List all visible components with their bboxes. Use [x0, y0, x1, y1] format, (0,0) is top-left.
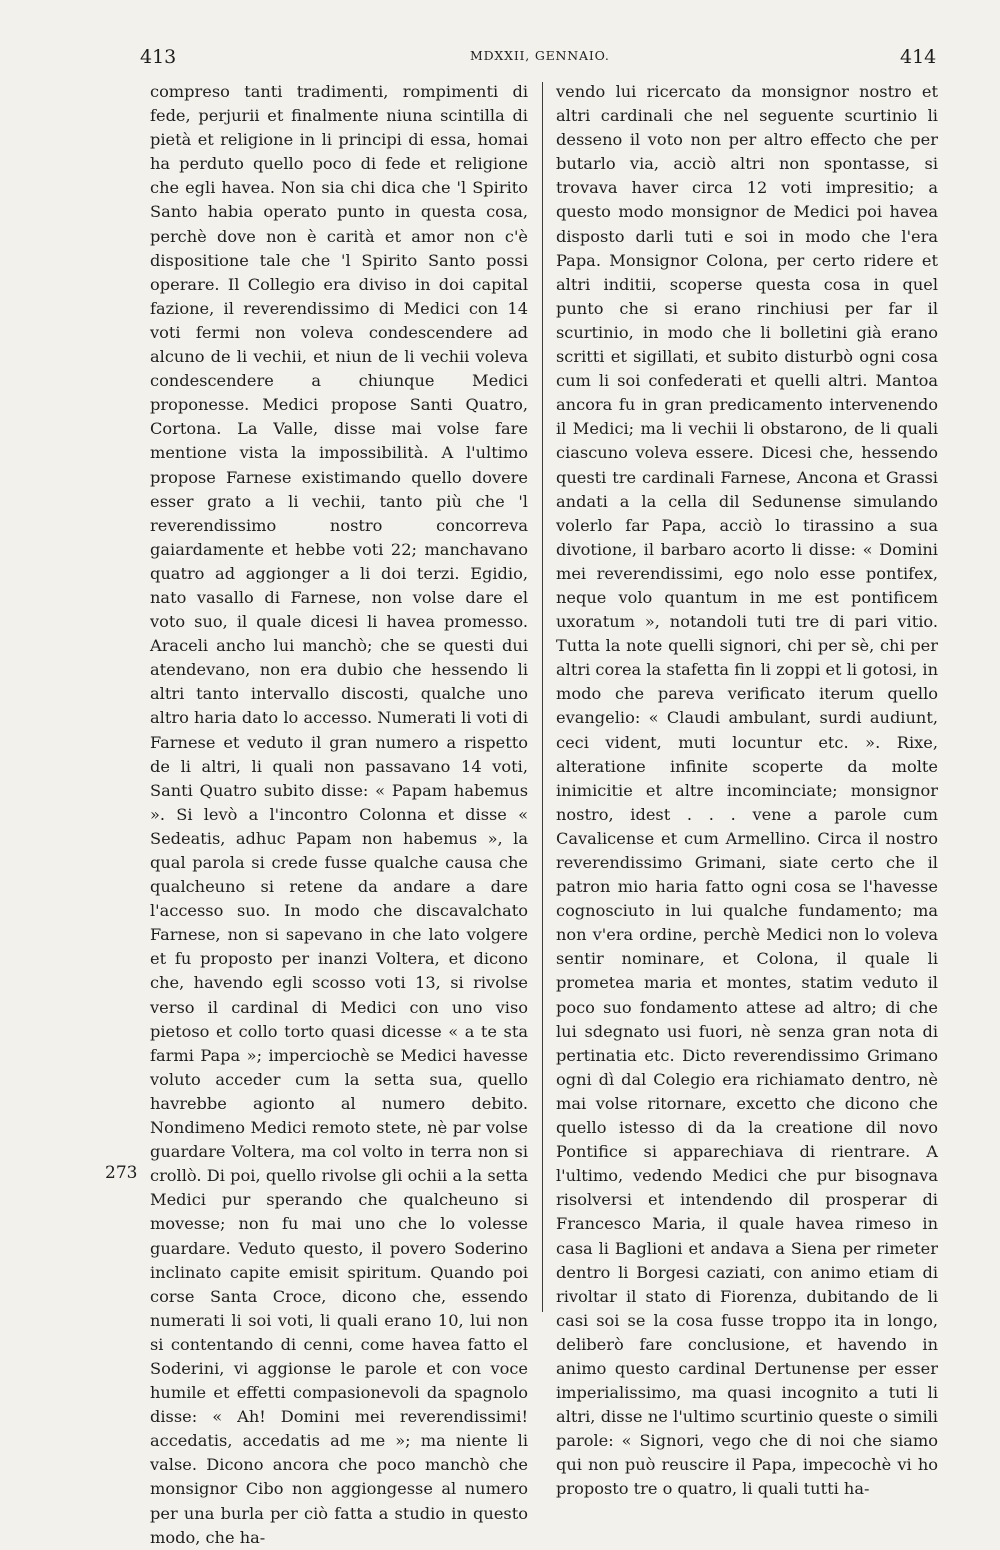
page-header: [0, 42, 1000, 72]
right-column-text: vendo lui ricercato da monsignor nostro et altri cardinali che nel seguente scurtinio li desseno il voto non per altro effecto che per butarlo via, acciò altri non spontasse, si trovava haver circa 12 voti impresitio; a questo modo monsignor de Medici poi havea disposto darli tuti e soi in modo che l'era Papa. Monsignor Colona, per certo ridere et altri inditii, scoperse questa cosa in quel punto che si erano rinchiusi per far il scurtinio, in modo che li bolletini già erano scritti et sigillati, et subito disturbò ogni cosa cum li soi confederati et quelli altri. Mantoa ancora fu in gran predicamento intervenendo il Medici; ma li vechii li obstarono, de li quali ciascuno voleva essere. Dicesi che, hessendo questi tre cardinali Farnese, Ancona et Grassi andati a la cella dil Sedunense simulando volerlo far Papa, acciò lo tirassino a sua divotione, il barbaro acorto li disse: « Domini mei reverendissimi, ego nolo esse pontifex, neque volo quantum in me est pontificem uxoratum », notandoli tuti tre di pari vitio. Tutta la note quelli signori, chi per sè, chi per altri corea la stafetta fin li zoppi et li gotosi, in modo che pareva verificato iterum quello evangelio: « Claudi ambulant, surdi audiunt, ceci vident, muti locuntur etc. ». Rixe, alteratione infinite scoperte da molte inimicitie et altre incominciate; monsignor nostro, idest . . . vene a parole cum Cavalicense et cum Armellino. Circa il nostro reverendissimo Grimani, siate certo che il patron mio haria fatto ogni cosa se l'havesse cognosciuto in lui qualche fundamento; ma non v'era ordine, perchè Medici non lo voleva sentir nominare, et Colona, il quale li prometea maria et montes, statim veduto il poco suo fondamento attese ad altro; di che lui sdegnato usi fuori, nè senza gran nota di pertinatia etc. Dicto reverendissimo Grimano ogni dì dal Colegio era richiamato dentro, nè mai volse ritornare, excetto che dicono che quello istesso di da la creatione dil novo Pontifice si apparechiava di rientrare. A l'ultimo, vedendo Medici che pur bisognava risolversi et intendendo dil prosperar di Francesco Maria, il quale havea rimeso in casa li Baglioni et andava a Siena per rimeter dentro li Borgesi caziati, con animo etiam di rivoltar il stato di Fiorenza, dubitando de li casi soi se la cosa fusse troppo ita in longo, deliberò fare conclusione, et havendo in animo questo cardinal Dertunense per esser imperialissimo, ma quasi incognito a tuti li altri, disse ne l'ultimo scurtinio queste o simili parole: « Signori, vego che di noi che siamo qui non può reuscire il Papa, impecochè vi ho proposto tre o quatro, li quali tutti ha-: [556, 82, 938, 1499]
running-title: MDXXII, GENNAIO.: [470, 48, 610, 63]
right-column: [556, 80, 938, 1502]
left-column: [150, 80, 528, 1550]
left-page-number: 413: [140, 46, 177, 68]
right-page-number: 414: [900, 46, 937, 68]
margin-note-number: 273: [105, 1163, 138, 1183]
column-divider: [542, 82, 543, 1312]
left-column-text: compreso tanti tradimenti, rompimenti di fede, perjurii et finalmente niuna scintilla di pietà et religione in li principi di essa, homai ha perduto quello poco di fede et religione che egli havea. Non sia chi dica che 'l Spirito Santo habia operato punto in questa cosa, perchè dove non è carità et amor non c'è dispositione tale che 'l Spirito Santo possi operare. Il Collegio era diviso in doi capital fazione, il reverendissimo di Medici con 14 voti fermi non voleva condescendere ad alcuno de li vechii, et niun de li vechii voleva condescendere a chiunque Medici proponesse. Medici propose Santi Quatro, Cortona. La Valle, disse mai volse fare mentione vista la impossibilità. A l'ultimo propose Farnese existimando quello dovere esser grato a li vechii, tanto più che 'l reverendissimo nostro concorreva gaiardamente et hebbe voti 22; manchavano quatro ad aggionger a li doi terzi. Egidio, nato vasallo di Farnese, non volse dare el voto suo, il quale dicesi li havea promesso. Araceli ancho lui manchò; che se questi dui atendevano, non era dubio che hessendo li altri tanto intervallo discosti, qualche uno altro haria dato lo accesso. Numerati li voti di Farnese et veduto il gran numero a rispetto de li altri, li quali non passavano 14 voti, Santi Quatro subito disse: « Papam habemus ». Si levò a l'incontro Colonna et disse « Sedeatis, adhuc Papam non habemus », la qual parola si crede fusse qualche causa che qualcheuno si retene da andare a dare l'accesso suo. In modo che discavalchato Farnese, non si sapevano in che lato volgere et fu proposto per inanzi Voltera, et dicono che, havendo egli scosso voti 13, si rivolse verso il cardinal di Medici con uno viso pietoso et collo torto quasi dicesse « a te sta farmi Papa »; imperciochè se Medici havesse voluto acceder cum la setta sua, quello havrebbe agionto al numero debito. Nondimeno Medici remoto stete, nè par volse guardare Voltera, ma col volto in terra non si crollò. Di poi, quello rivolse gli ochii a la setta Medici pur sperando che qualcheuno si movesse; non fu mai uno che lo volesse guardare. Veduto questo, il povero Soderino inclinato capite emisit spiritum. Quando poi corse Santa Croce, dicono che, essendo numerati li soi voti, li quali erano 10, lui non si contentando di cenni, come havea fatto el Soderini, vi aggionse le parole et con voce humile et effetti compasionevoli da spagnolo disse: « Ah! Domini mei reverendissimi! accedatis, accedatis ad me »; ma niente li valse. Dicono ancora che poco manchò che monsignor Cibo non aggiongesse al numero per una burla per ciò fatta a studio in questo modo, che ha-: [150, 82, 528, 1547]
